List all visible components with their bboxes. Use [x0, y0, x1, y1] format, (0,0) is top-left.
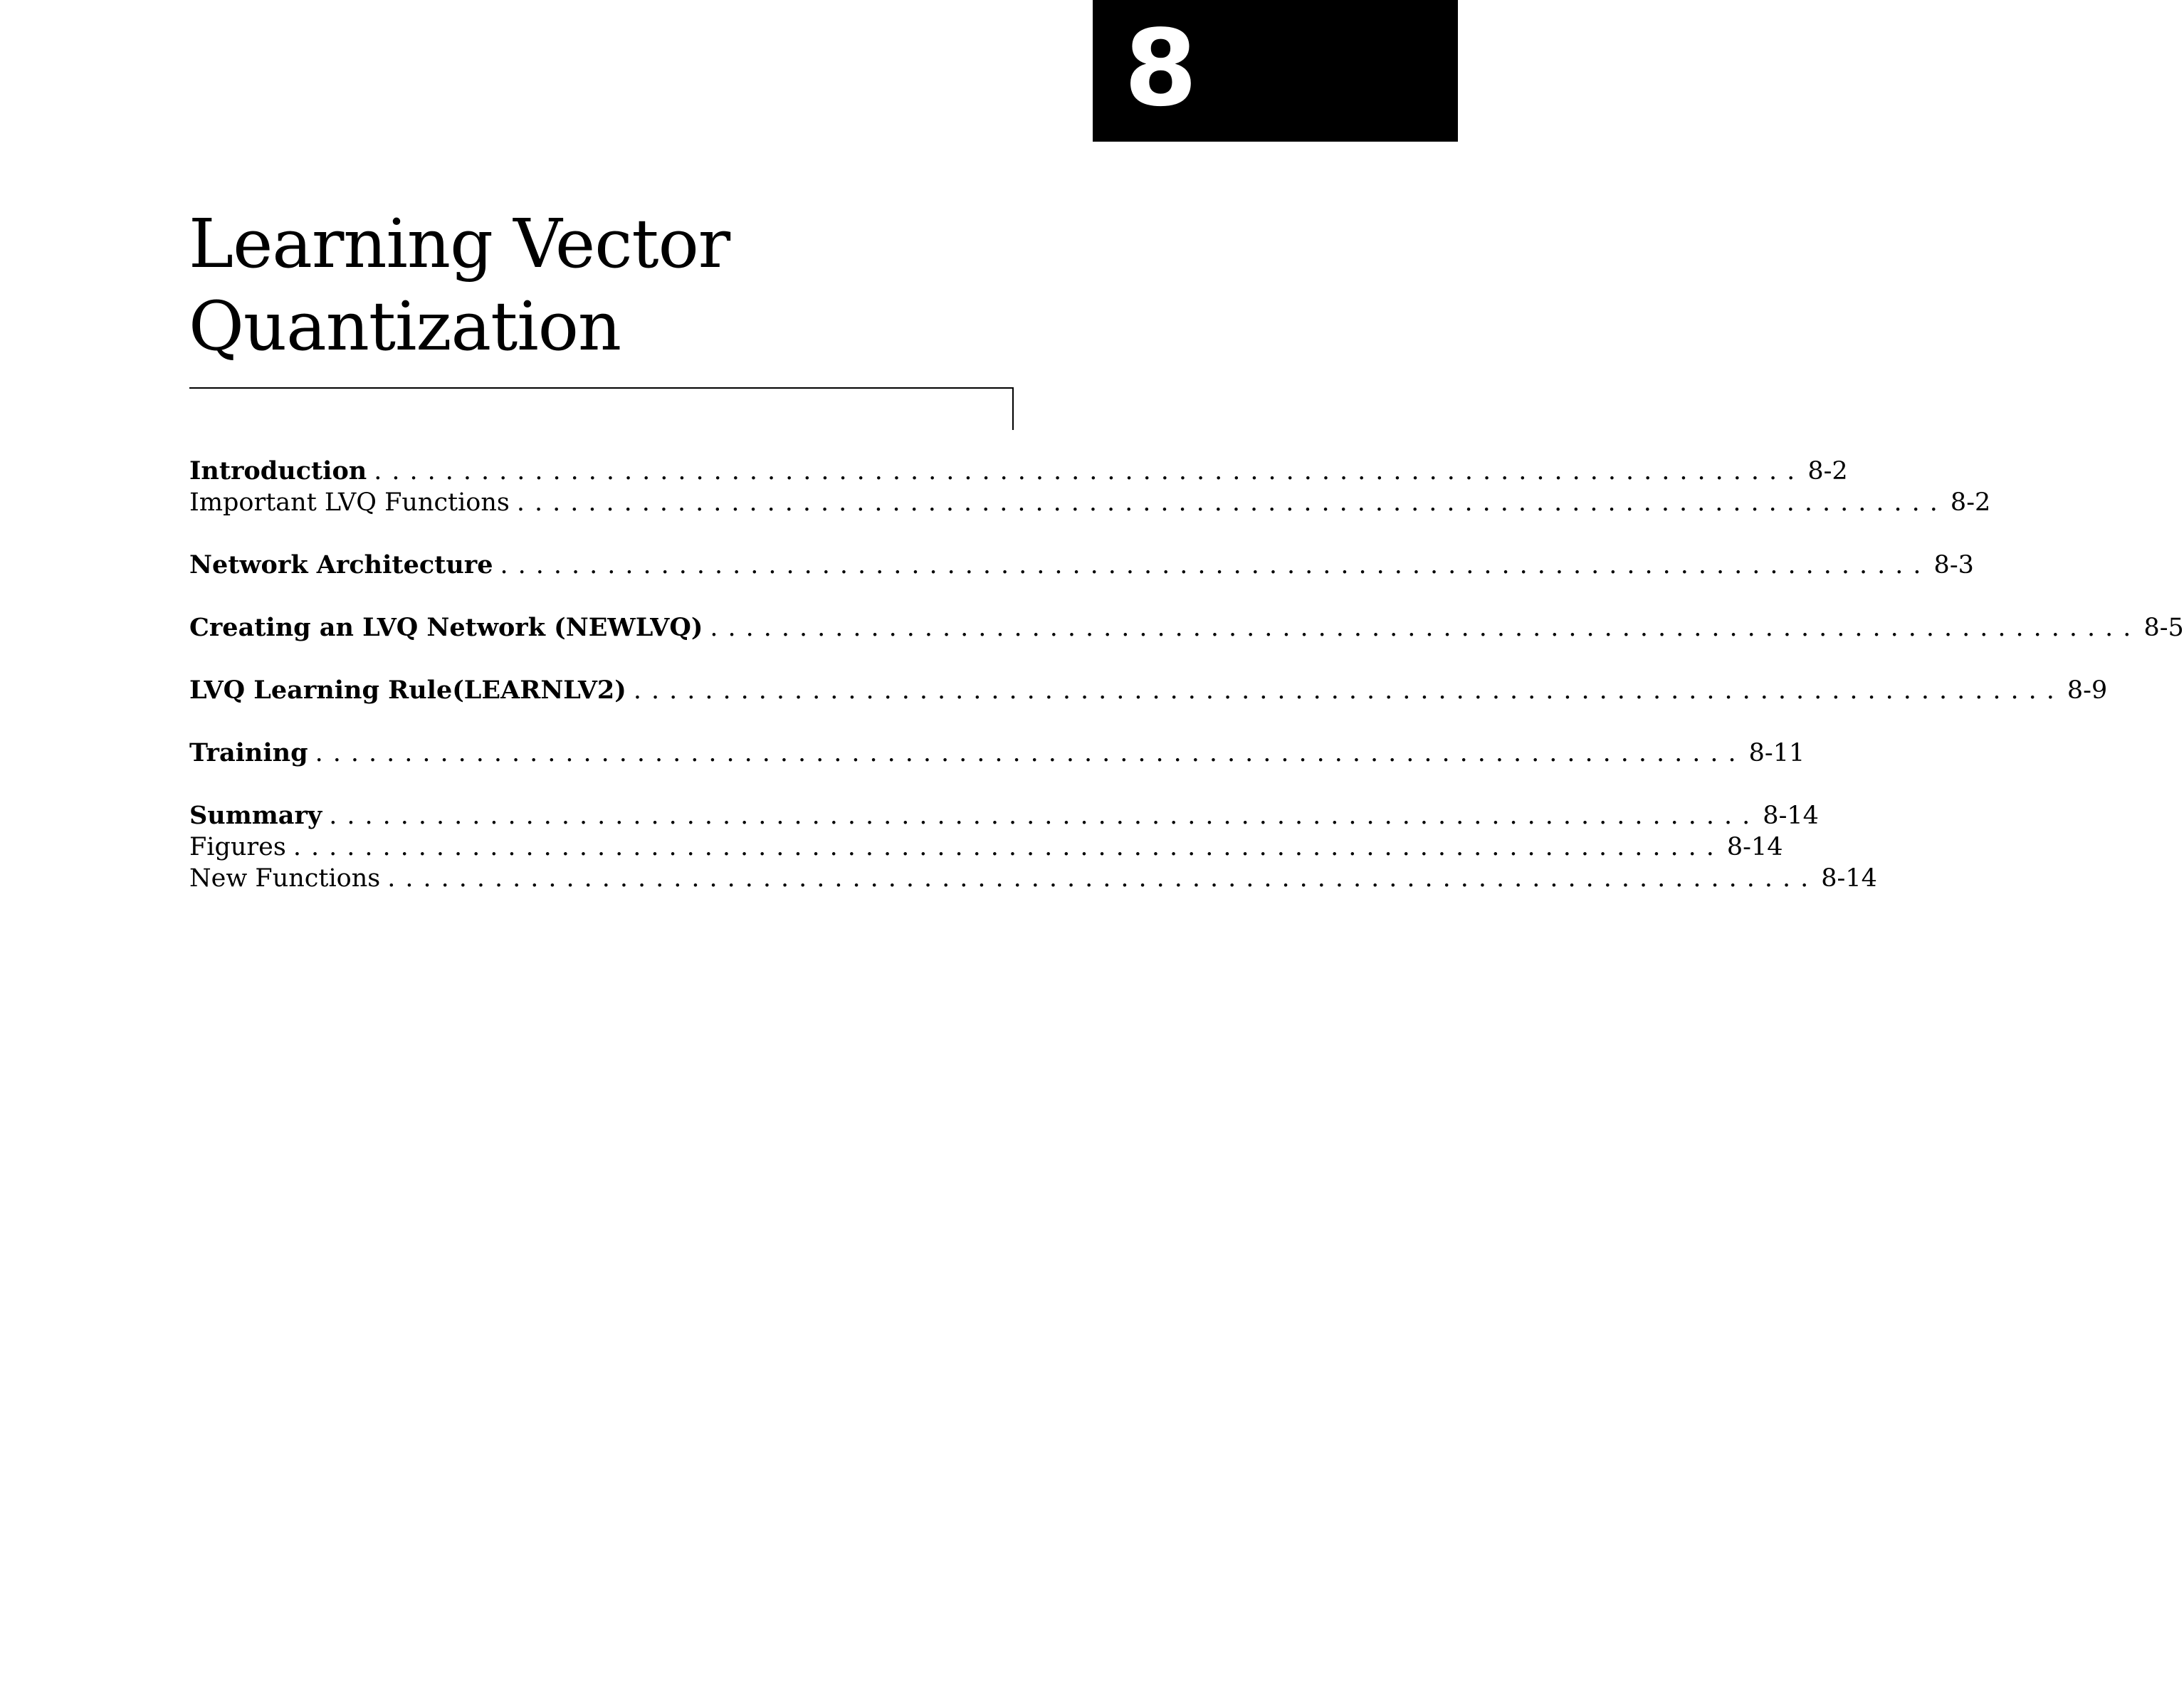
toc-entry-page: 8-9: [2067, 676, 2108, 705]
toc-entry-creating-lvq-network[interactable]: [189, 612, 2184, 644]
toc-entry-label: Training: [189, 738, 308, 767]
toc-dot-leader: ................................................................................: [633, 676, 2064, 705]
toc-entry-label: Important LVQ Functions: [189, 488, 510, 517]
toc-entry-training[interactable]: [189, 738, 1805, 769]
toc-dot-leader: ................................................................................: [315, 739, 1746, 767]
toc-entry-label: Summary: [189, 801, 322, 830]
toc-entry-introduction[interactable]: [189, 456, 1848, 487]
toc-entry-page: 8-3: [1933, 551, 1974, 579]
toc-dot-leader: ................................................................................: [387, 864, 1819, 893]
title-divider: [189, 387, 1014, 389]
chapter-number: 8: [1124, 7, 1197, 130]
toc-entry-lvq-learning-rule[interactable]: [189, 675, 2108, 706]
toc-entry-page: 8-2: [1950, 488, 1991, 517]
toc-dot-leader: ................................................................................: [374, 457, 1805, 486]
toc-entry-label: Network Architecture: [189, 550, 493, 579]
toc-dot-leader: ................................................................................: [500, 551, 1931, 579]
toc-entry-label: Creating an LVQ Network (NEWLVQ): [189, 613, 703, 642]
toc-entry-label: Figures: [189, 833, 286, 861]
chapter-title-line-1: Learning Vector: [189, 205, 730, 283]
chapter-title-line-2: Quantization: [189, 288, 621, 366]
toc-entry-label: Introduction: [189, 456, 367, 486]
toc-entry-label: New Functions: [189, 864, 381, 893]
toc-dot-leader: ................................................................................: [516, 488, 1948, 517]
toc-entry-new-functions[interactable]: [189, 863, 1877, 894]
toc-entry-page: 8-5: [2143, 614, 2184, 642]
toc-entry-page: 8-14: [1726, 833, 1783, 861]
toc-entry-page: 8-14: [1763, 802, 1819, 830]
toc-entry-page: 8-11: [1748, 739, 1805, 767]
title-divider-tick: [1012, 387, 1014, 430]
toc-dot-leader: ................................................................................: [329, 802, 1760, 830]
toc-entry-network-architecture[interactable]: [189, 550, 1974, 581]
table-of-contents: [189, 456, 2184, 894]
toc-entry-important-lvq-functions[interactable]: [189, 487, 1991, 518]
toc-entry-page: 8-14: [1821, 864, 1877, 893]
chapter-tab: [1093, 0, 1458, 142]
toc-entry-page: 8-2: [1807, 457, 1848, 486]
toc-dot-leader: ................................................................................: [710, 614, 2141, 642]
toc-entry-figures[interactable]: [189, 831, 1783, 863]
toc-entry-label: LVQ Learning Rule(LEARNLV2): [189, 676, 626, 705]
toc-entry-summary[interactable]: [189, 800, 1819, 831]
toc-dot-leader: ................................................................................: [293, 833, 1724, 861]
chapter-title: [189, 203, 730, 368]
